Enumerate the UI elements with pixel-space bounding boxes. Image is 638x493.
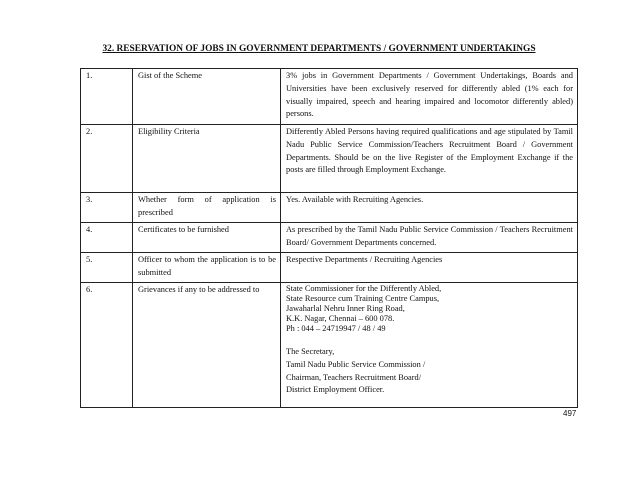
- grievance-address-commissioner: [286, 284, 573, 334]
- address-line: State Resource cum Training Centre Campus,: [286, 294, 440, 303]
- row-detail: Differently Abled Persons having required qualifications and age stipulated by Tamil Nadu Public Service Commission/Teachers Recruitment Board / Government Departments. Should be on the live Register of the Employment Exchange if the posts are filled through Employment Exchange.: [281, 125, 578, 193]
- row-detail: 3% jobs in Government Departments / Government Undertakings, Boards and Universities have been exclusively reserved for differently abled (1% each for visually impaired, speech and hearing impaired and locomotor differently abled) persons.: [281, 69, 578, 125]
- table-row: [81, 253, 578, 283]
- table-row: [81, 69, 578, 125]
- row-label: Grievances if any to be addressed to: [133, 283, 281, 408]
- address-line: The Secretary,: [286, 347, 335, 356]
- row-label: Officer to whom the application is to be submitted: [133, 253, 281, 283]
- row-number: 4.: [81, 223, 133, 253]
- address-line: District Employment Officer.: [286, 385, 385, 395]
- table-row: [81, 193, 578, 223]
- row-number: 2.: [81, 125, 133, 193]
- row-label: Eligibility Criteria: [133, 125, 281, 193]
- address-line: Tamil Nadu Public Service Commission /: [286, 359, 426, 369]
- row-label: Certificates to be furnished: [133, 223, 281, 253]
- row-number: 6.: [81, 283, 133, 408]
- address-line: State Commissioner for the Differently Abled,: [286, 284, 442, 293]
- row-number: 3.: [81, 193, 133, 223]
- row-detail: Yes. Available with Recruiting Agencies.: [281, 193, 578, 223]
- row-label: Whether form of application is prescribed: [133, 193, 281, 223]
- table-row: [81, 223, 578, 253]
- row-detail: Respective Departments / Recruiting Agencies: [281, 253, 578, 283]
- table-row: [81, 125, 578, 193]
- row-label: Gist of the Scheme: [133, 69, 281, 125]
- address-line: Chairman, Teachers Recruitment Board/: [286, 372, 422, 382]
- row-number: 1.: [81, 69, 133, 125]
- table-row: [81, 283, 578, 408]
- address-line: Jawaharlal Nehru Inner Ring Road,: [286, 304, 405, 313]
- row-detail: [281, 283, 578, 408]
- address-line: K.K. Nagar, Chennai – 600 078.: [286, 314, 395, 323]
- row-detail: As prescribed by the Tamil Nadu Public Service Commission / Teachers Recruitment Board/ Government Departments concerned.: [281, 223, 578, 253]
- address-line: Ph : 044 – 24719947 / 48 / 49: [286, 324, 386, 333]
- scheme-table: [80, 68, 578, 408]
- document-heading: 32. RESERVATION OF JOBS IN GOVERNMENT DEPARTMENTS / GOVERNMENT UNDERTAKINGS: [102, 44, 536, 54]
- grievance-address-secretary: [286, 346, 573, 397]
- row-number: 5.: [81, 253, 133, 283]
- address-spacer: [286, 334, 573, 346]
- page-number: 497: [563, 409, 577, 418]
